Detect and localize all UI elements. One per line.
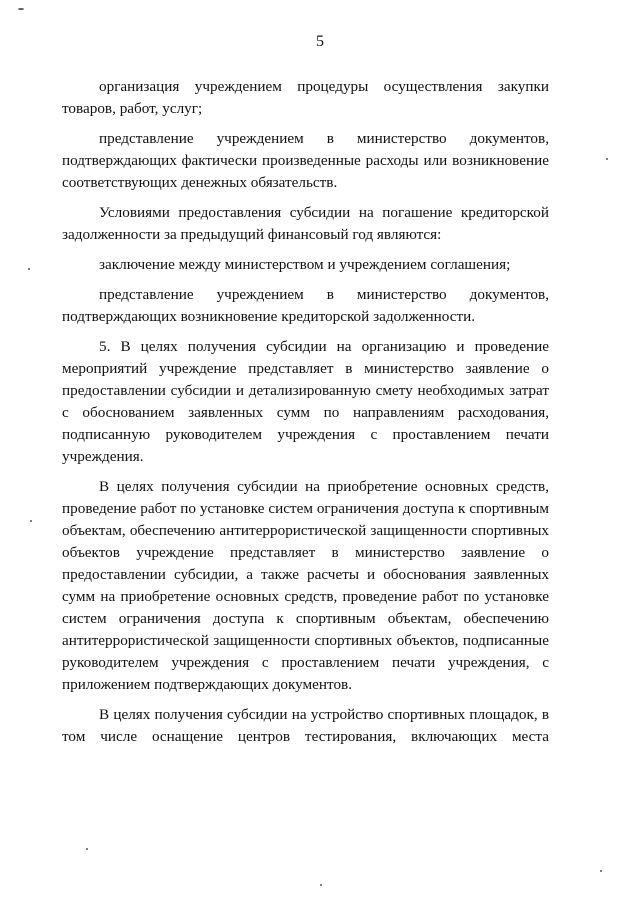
text-line: объектам, обеспечению антитеррористической защищенности спортивных: [62, 522, 549, 539]
text-line: учреждения.: [62, 448, 144, 465]
scan-speck: [30, 520, 32, 522]
text-line: 5. В целях получения субсидии на организацию и проведение: [99, 338, 549, 355]
text-line: товаров, работ, услуг;: [62, 100, 203, 117]
scan-speck: [28, 268, 30, 270]
scan-speck: [18, 8, 24, 10]
text-line: мероприятий учреждение представляет в министерство заявление о: [62, 360, 549, 377]
text-line: соответствующих денежных обязательств.: [62, 174, 338, 191]
text-line: объектов учреждение представляет в министерство заявление о: [62, 544, 549, 561]
text-line: приложением подтверждающих документов.: [62, 676, 353, 693]
page-number: 5: [316, 33, 324, 50]
body-text: [62, 76, 549, 748]
text-line: В целях получения субсидии на приобретение основных средств,: [99, 478, 549, 495]
text-line: В целях получения субсидии на устройство спортивных площадок, в: [99, 706, 549, 723]
text-line: с обоснованием заявленных сумм по направлениям расходования,: [62, 404, 549, 421]
text-line: подтверждающих возникновение кредиторской задолженности.: [62, 308, 476, 325]
text-line: задолженности за предыдущий финансовый год являются:: [62, 226, 442, 243]
text-line: сумм на приобретение основных средств, проведение работ по установке: [62, 588, 549, 605]
text-line: представление учреждением в министерство документов,: [99, 130, 549, 147]
text-line: заключение между министерством и учреждением соглашения;: [99, 256, 511, 273]
scan-speck: [320, 884, 322, 886]
text-line: подтверждающих фактически произведенные расходы или возникновение: [62, 152, 549, 169]
text-line: предоставлении субсидии, а также расчеты и обоснования заявленных: [62, 566, 549, 583]
text-line: представление учреждением в министерство документов,: [99, 286, 549, 303]
scan-speck: [606, 158, 608, 160]
text-line: руководителем учреждения с проставлением печати учреждения, с: [62, 654, 549, 671]
text-line: систем ограничения доступа к спортивным объектам, обеспечению: [62, 610, 549, 627]
text-line: предоставлении субсидии и детализированную смету необходимых затрат: [62, 382, 549, 399]
scan-speck: [600, 870, 602, 872]
text-line: том числе оснащение центров тестирования, включающих места: [62, 728, 549, 745]
text-line: Условиями предоставления субсидии на погашение кредиторской: [99, 204, 549, 221]
text-line: антитеррористической защищенности спортивных объектов, подписанные: [62, 632, 549, 649]
scan-speck: [86, 848, 88, 850]
text-line: подписанную руководителем учреждения с проставлением печати: [62, 426, 549, 443]
text-line: организация учреждением процедуры осуществления закупки: [99, 78, 549, 95]
text-line: проведение работ по установке систем ограничения доступа к спортивным: [62, 500, 549, 517]
